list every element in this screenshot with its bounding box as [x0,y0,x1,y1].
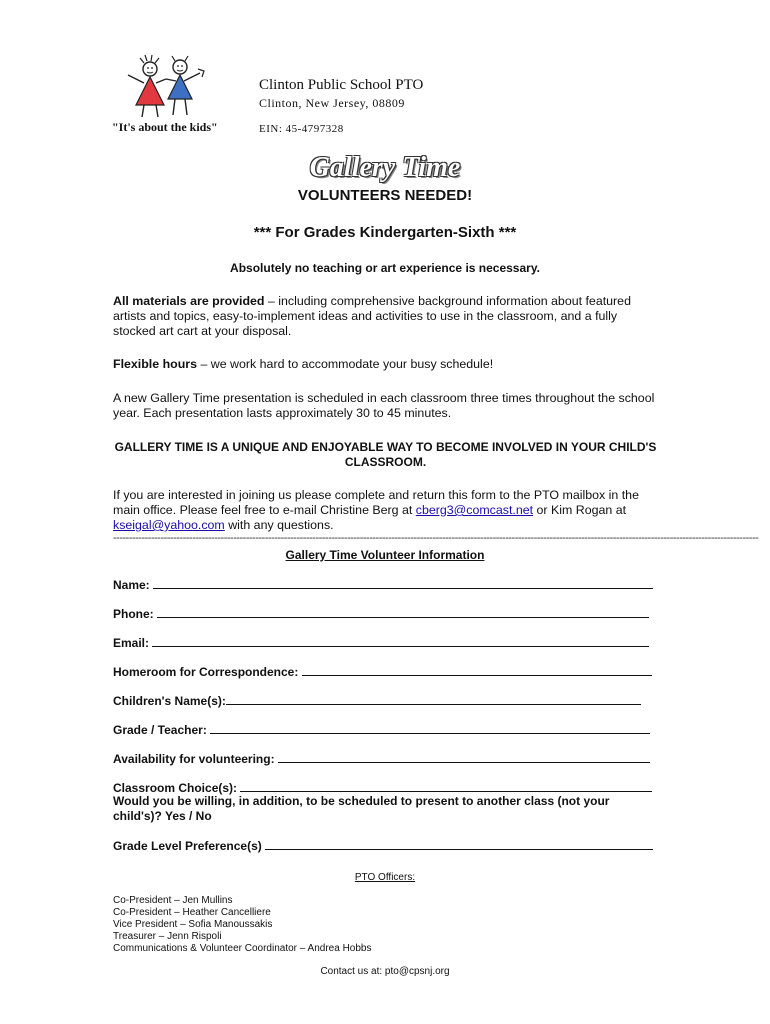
form-title: Gallery Time Volunteer Information [285,548,485,562]
officers-title: PTO Officers: [354,872,416,883]
volunteers-needed-heading: VOLUNTEERS NEEDED! [297,187,473,204]
page-title: Gallery Time [309,152,461,183]
children-label: Children's Name(s): [113,694,226,708]
classroom-field[interactable] [113,780,658,795]
grade-teacher-blank[interactable] [210,722,650,734]
officer-item: Communications & Volunteer Coordinator – Andrea Hobbs [113,943,372,954]
homeroom-field[interactable] [113,664,658,679]
interest-text-1: If you are interested in joining us please complete and return this form to the PTO mailbox in the main office. Please feel free to e-mail Christine Berg at [113,488,639,517]
phone-blank[interactable] [157,606,649,618]
availability-label: Availability for volunteering: [113,752,275,766]
officer-item: Co-President – Heather Cancelliere [113,907,271,918]
email-blank[interactable] [152,635,649,647]
materials-text: – including comprehensive background information about featured artists and topics, easy-to-implement ideas and activities to use in the classroom, and a fully stocked art cart at your disposal. [113,294,631,338]
materials-paragraph [113,294,658,339]
schedule-paragraph: A new Gallery Time presentation is scheduled in each classroom three times throughout the school year. Each presentation lasts approximately 30 to 45 minutes. [113,391,655,420]
cut-line-divider: ------------------------------------------------------------------------------------------------------------------------------------------------------------------------------------------------------------ [113,532,759,544]
grades-heading: *** For Grades Kindergarten-Sixth *** [253,224,517,241]
email-label: Email: [113,636,150,650]
email-field[interactable] [113,635,658,650]
name-field[interactable] [113,577,658,592]
homeroom-label: Homeroom for Correspondence: [113,665,299,679]
grade-teacher-field[interactable] [113,722,658,737]
org-address: Clinton, New Jersey, 08809 [259,96,405,110]
availability-blank[interactable] [278,751,650,763]
contact-line: Contact us at: pto@cpsnj.org [320,966,450,977]
phone-label: Phone: [113,607,154,621]
willing-question: Would you be willing, in addition, to be scheduled to present to another class (not your child's)? Yes / No [113,794,610,823]
email-link-kseigal[interactable]: kseigal@yahoo.com [113,518,225,532]
email-link-cberg[interactable]: cberg3@comcast.net [415,503,534,517]
grade-level-label: Grade Level Preference(s) [113,839,262,853]
officer-item: Treasurer – Jenn Rispoli [113,931,222,942]
org-ein: EIN: 45-4797328 [259,123,344,135]
pto-logo [120,55,210,120]
name-label: Name: [113,578,150,592]
officer-item: Vice President – Sofia Manoussakis [113,919,273,930]
org-name: Clinton Public School PTO [259,77,424,93]
interest-text-2: or Kim Rogan at [533,503,627,517]
children-blank[interactable] [226,693,641,705]
interest-paragraph [113,488,658,533]
children-field[interactable] [113,693,658,708]
flexible-paragraph [113,357,658,372]
motto: "It's about the kids" [112,120,218,134]
name-blank[interactable] [153,577,653,589]
interest-text-3: with any questions. [224,518,334,532]
grade-level-field[interactable] [113,838,658,853]
grade-teacher-label: Grade / Teacher: [113,723,207,737]
grade-level-blank[interactable] [265,838,653,850]
homeroom-blank[interactable] [302,664,652,676]
classroom-blank[interactable] [240,780,652,792]
materials-lead: All materials are provided [113,294,265,308]
flexible-text: – we work hard to accommodate your busy schedule! [197,357,494,371]
availability-field[interactable] [113,751,658,766]
flexible-lead: Flexible hours [113,357,197,371]
unique-statement: GALLERY TIME IS A UNIQUE AND ENJOYABLE WAY TO BECOME INVOLVED IN YOUR CHILD'S CLASSROOM. [114,440,657,469]
no-experience-note: Absolutely no teaching or art experience is necessary. [230,261,540,275]
officer-item: Co-President – Jen Mullins [113,895,233,906]
phone-field[interactable] [113,606,658,621]
classroom-label: Classroom Choice(s): [113,781,238,795]
